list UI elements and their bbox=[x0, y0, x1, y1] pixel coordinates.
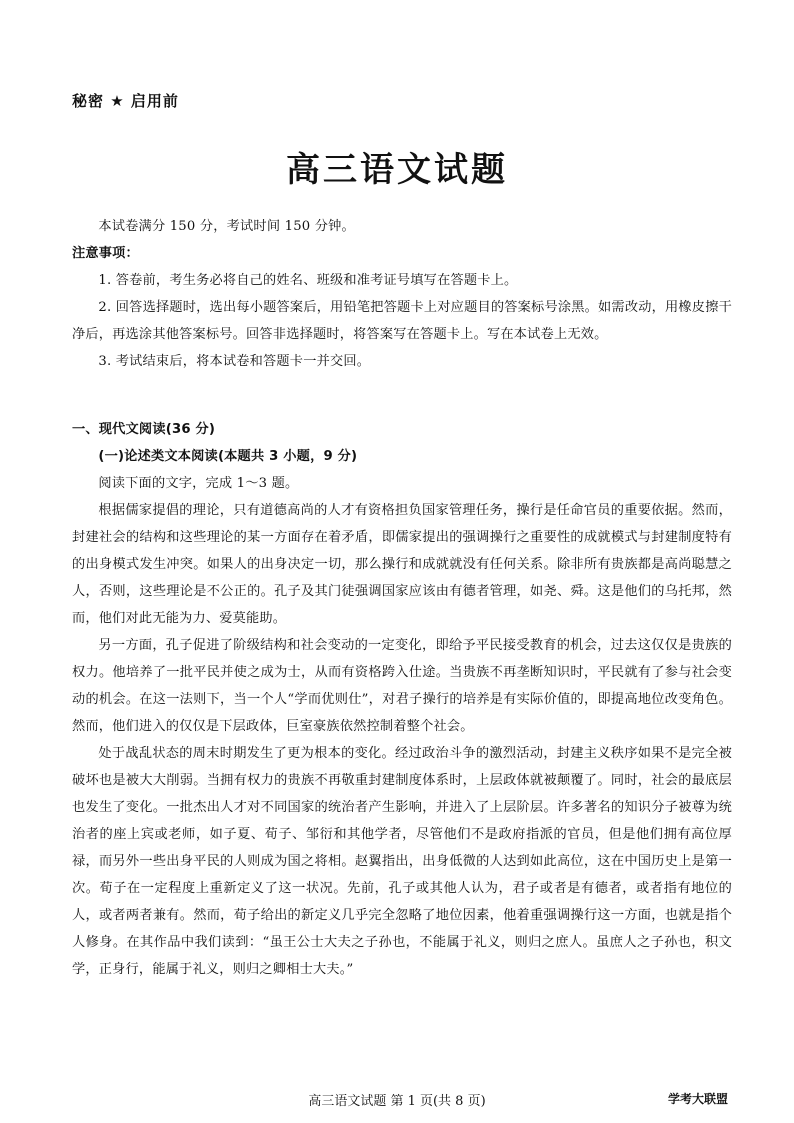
notice-item: 3. 考试结束后，将本试卷和答题卡一并交回。 bbox=[98, 354, 371, 369]
reading-instruction: 阅读下面的文字，完成 1～3 题。 bbox=[98, 476, 299, 491]
page-footer: 高三语文试题 第 1 页(共 8 页) bbox=[308, 1094, 486, 1109]
notice-item: 2. 回答选择题时，选出每小题答案后，用铅笔把答题卡上对应题目的答案标号涂黑。如需改动，用橡皮擦干净后，再选涂其他答案标号。回答非选择题时，将答案写在答题卡上。写在本试卷上无效。 bbox=[72, 300, 732, 342]
passage-paragraph: 另一方面，孔子促进了阶级结构和社会变动的一定变化，即给予平民接受教育的机会，过去这仅仅是贵族的权力。他培养了一批平民并使之成为士，从而有资格跨入仕途。当贵族不再垄断知识时，平民就有了参与社会变动的机会。在这一法则下，当一个人“学而优则仕”，对君子操行的培养是有实际价值的，即提高地位改变角色。然而，他们进入的仅仅是下层政体，巨室豪族依然控制着整个社会。 bbox=[72, 638, 732, 734]
notice-item: 1. 答卷前，考生务必将自己的姓名、班级和准考证号填写在答题卡上。 bbox=[98, 273, 518, 288]
section-heading: 一、现代文阅读(36 分) bbox=[72, 422, 216, 437]
reading-section bbox=[72, 416, 732, 983]
confidential-label: 秘密 ★ 启用前 bbox=[72, 92, 179, 110]
notice-heading: 注意事项： bbox=[72, 246, 139, 261]
exam-instructions bbox=[72, 213, 732, 375]
publisher-mark: 学考大联盟 bbox=[667, 1092, 728, 1106]
passage-paragraph: 根据儒家提倡的理论，只有道德高尚的人才有资格担负国家管理任务，操行是任命官员的重要依据。然而，封建社会的结构和这些理论的某一方面存在着矛盾，即儒家提出的强调操行之重要性的成就模式与封建制度特有的出身模式发生冲突。如果人的出身决定一切，那么操行和成就就没有任何关系。除非所有贵族都是高尚聪慧之人，否则，这些理论是不公正的。孔子及其门徒强调国家应该由有德者管理，如尧、舜。这是他们的乌托邦，然而，他们对此无能为力、爱莫能助。 bbox=[72, 503, 732, 626]
subsection-heading: (一)论述类文本阅读(本题共 3 小题，9 分) bbox=[98, 449, 358, 464]
intro-text: 本试卷满分 150 分，考试时间 150 分钟。 bbox=[98, 219, 355, 234]
page-title: 高三语文试题 bbox=[286, 150, 508, 190]
passage-paragraph: 处于战乱状态的周末时期发生了更为根本的变化。经过政治斗争的激烈活动，封建主义秩序如果不是完全被破坏也是被大大削弱。当拥有权力的贵族不再敬重封建制度体系时，上层政体就被颠覆了。同时，社会的最底层也发生了变化。一批杰出人才对不同国家的统治者产生影响，并进入了上层阶层。许多著名的知识分子被尊为统治者的座上宾或老师，如子夏、荀子、邹衍和其他学者，尽管他们不是政府指派的官员，但是他们拥有高位厚禄，而另外一些出身平民的人则成为国之将相。赵翼指出，出身低微的人达到如此高位，这在中国历史上是第一次。荀子在一定程度上重新定义了这一状况。先前，孔子或其他人认为，君子或者是有德者，或者指有地位的人，或者两者兼有。然而，荀子给出的新定义几乎完全忽略了地位因素，他着重强调操行这一方面，也就是指个人修身。在其作品中我们读到：“虽王公士大夫之子孙也，不能属于礼义，则归之庶人。虽庶人之子孙也，积文学，正身行，能属于礼义，则归之卿相士大夫。” bbox=[72, 746, 732, 977]
